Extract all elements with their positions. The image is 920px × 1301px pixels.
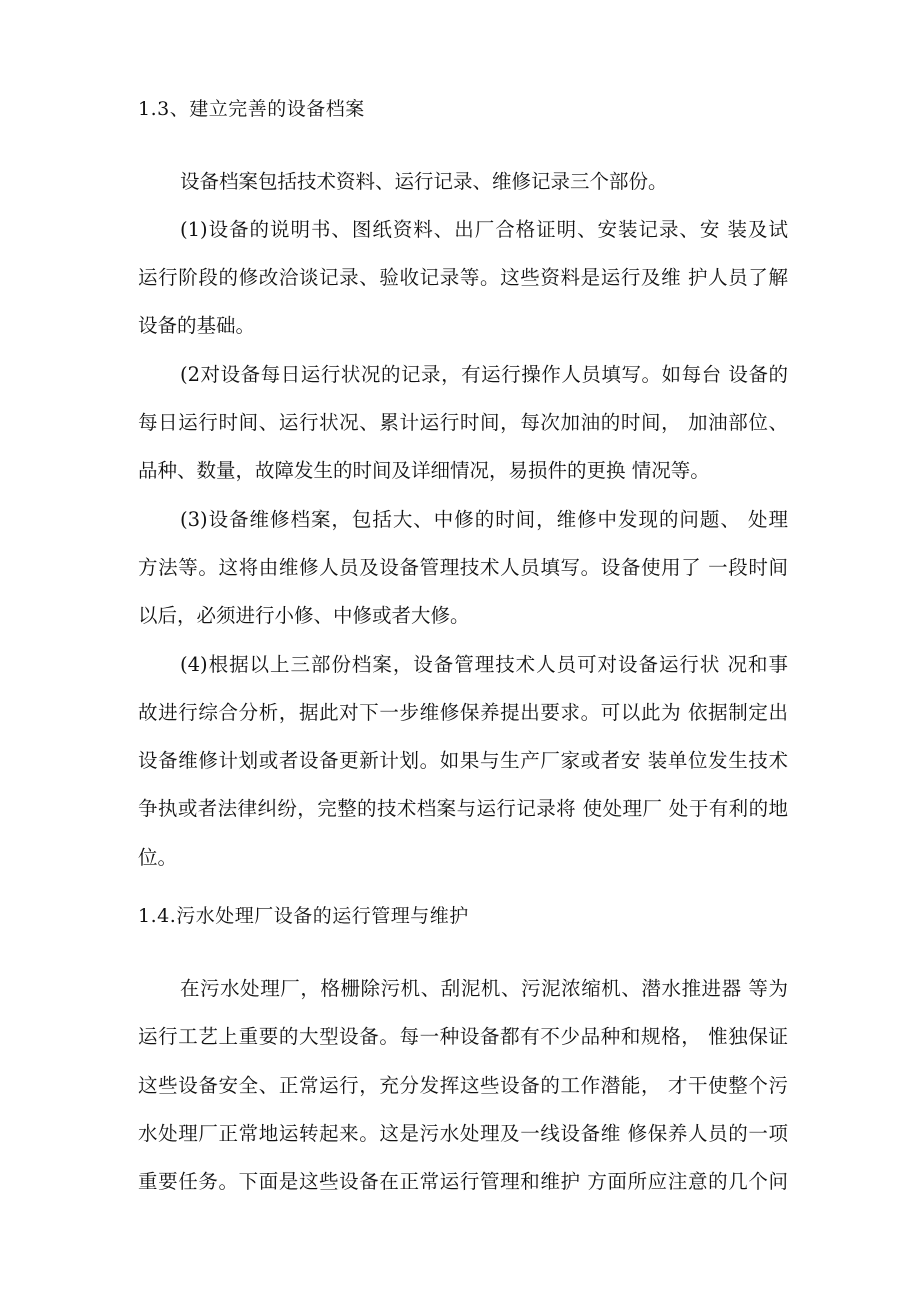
item1-line-1: (1)设备的说明书、图纸资料、出厂合格证明、安装记录、安 装及试 [180,218,788,241]
para1-line-3: 这些设备安全、正常运行，充分发挥这些设备的工作潜能， 才干使整个污 [138,1074,788,1097]
para1-line-4: 水处理厂正常地运转起来。这是污水处理及一线设备维 修保养人员的一项 [138,1122,788,1145]
item4-line-5: 位。 [138,846,178,869]
item3-line-2: 方法等。这将由维修人员及设备管理技术人员填写。设备使用了 一段时间 [138,556,788,579]
item1-line-2: 运行阶段的修改洽谈记录、验收记录等。这些资料是运行及维 护人员了解 [138,266,788,289]
paragraph-intro: 设备档案包括技术资料、运行记录、维修记录三个部份。 [180,170,668,193]
item2-line-1: (2对设备每日运行状况的记录，有运行操作人员填写。如每台 设备的 [180,363,788,386]
para1-line-2: 运行工艺上重要的大型设备。每一种设备都有不少品种和规格， 惟独保证 [138,1025,788,1048]
section-heading-1-4: 1.4.污水处理厂设备的运行管理与维护 [138,905,469,927]
item4-line-3: 设备维修计划或者设备更新计划。如果与生产厂家或者安 装单位发生技术 [138,749,788,772]
section-heading-1-3: 1.3、建立完善的设备档案 [138,98,365,120]
item4-line-4: 争执或者法律纠纷，完整的技术档案与运行记录将 使处理厂 处于有利的地 [138,797,788,820]
item2-line-3: 品种、数量，故障发生的时间及详细情况，易损件的更换 情况等。 [138,459,710,482]
item1-line-3: 设备的基础。 [138,314,256,337]
item4-line-2: 故进行综合分析，据此对下一步维修保养提出要求。可以此为 依据制定出 [138,701,788,724]
item2-line-2: 每日运行时间、运行状况、累计运行时间，每次加油的时间， 加油部位、 [138,411,788,434]
para1-line-1: 在污水处理厂，格栅除污机、刮泥机、污泥浓缩机、潜水推进器 等为 [180,977,788,1000]
item3-line-1: (3)设备维修档案，包括大、中修的时间，维修中发现的问题、 处理 [180,508,788,531]
item3-line-3: 以后，必须进行小修、中修或者大修。 [138,604,470,627]
item4-line-1: (4)根据以上三部份档案，设备管理技术人员可对设备运行状 况和事 [180,653,788,676]
para1-line-5: 重要任务。下面是这些设备在正常运行管理和维护 方面所应注意的几个问 [138,1170,788,1193]
